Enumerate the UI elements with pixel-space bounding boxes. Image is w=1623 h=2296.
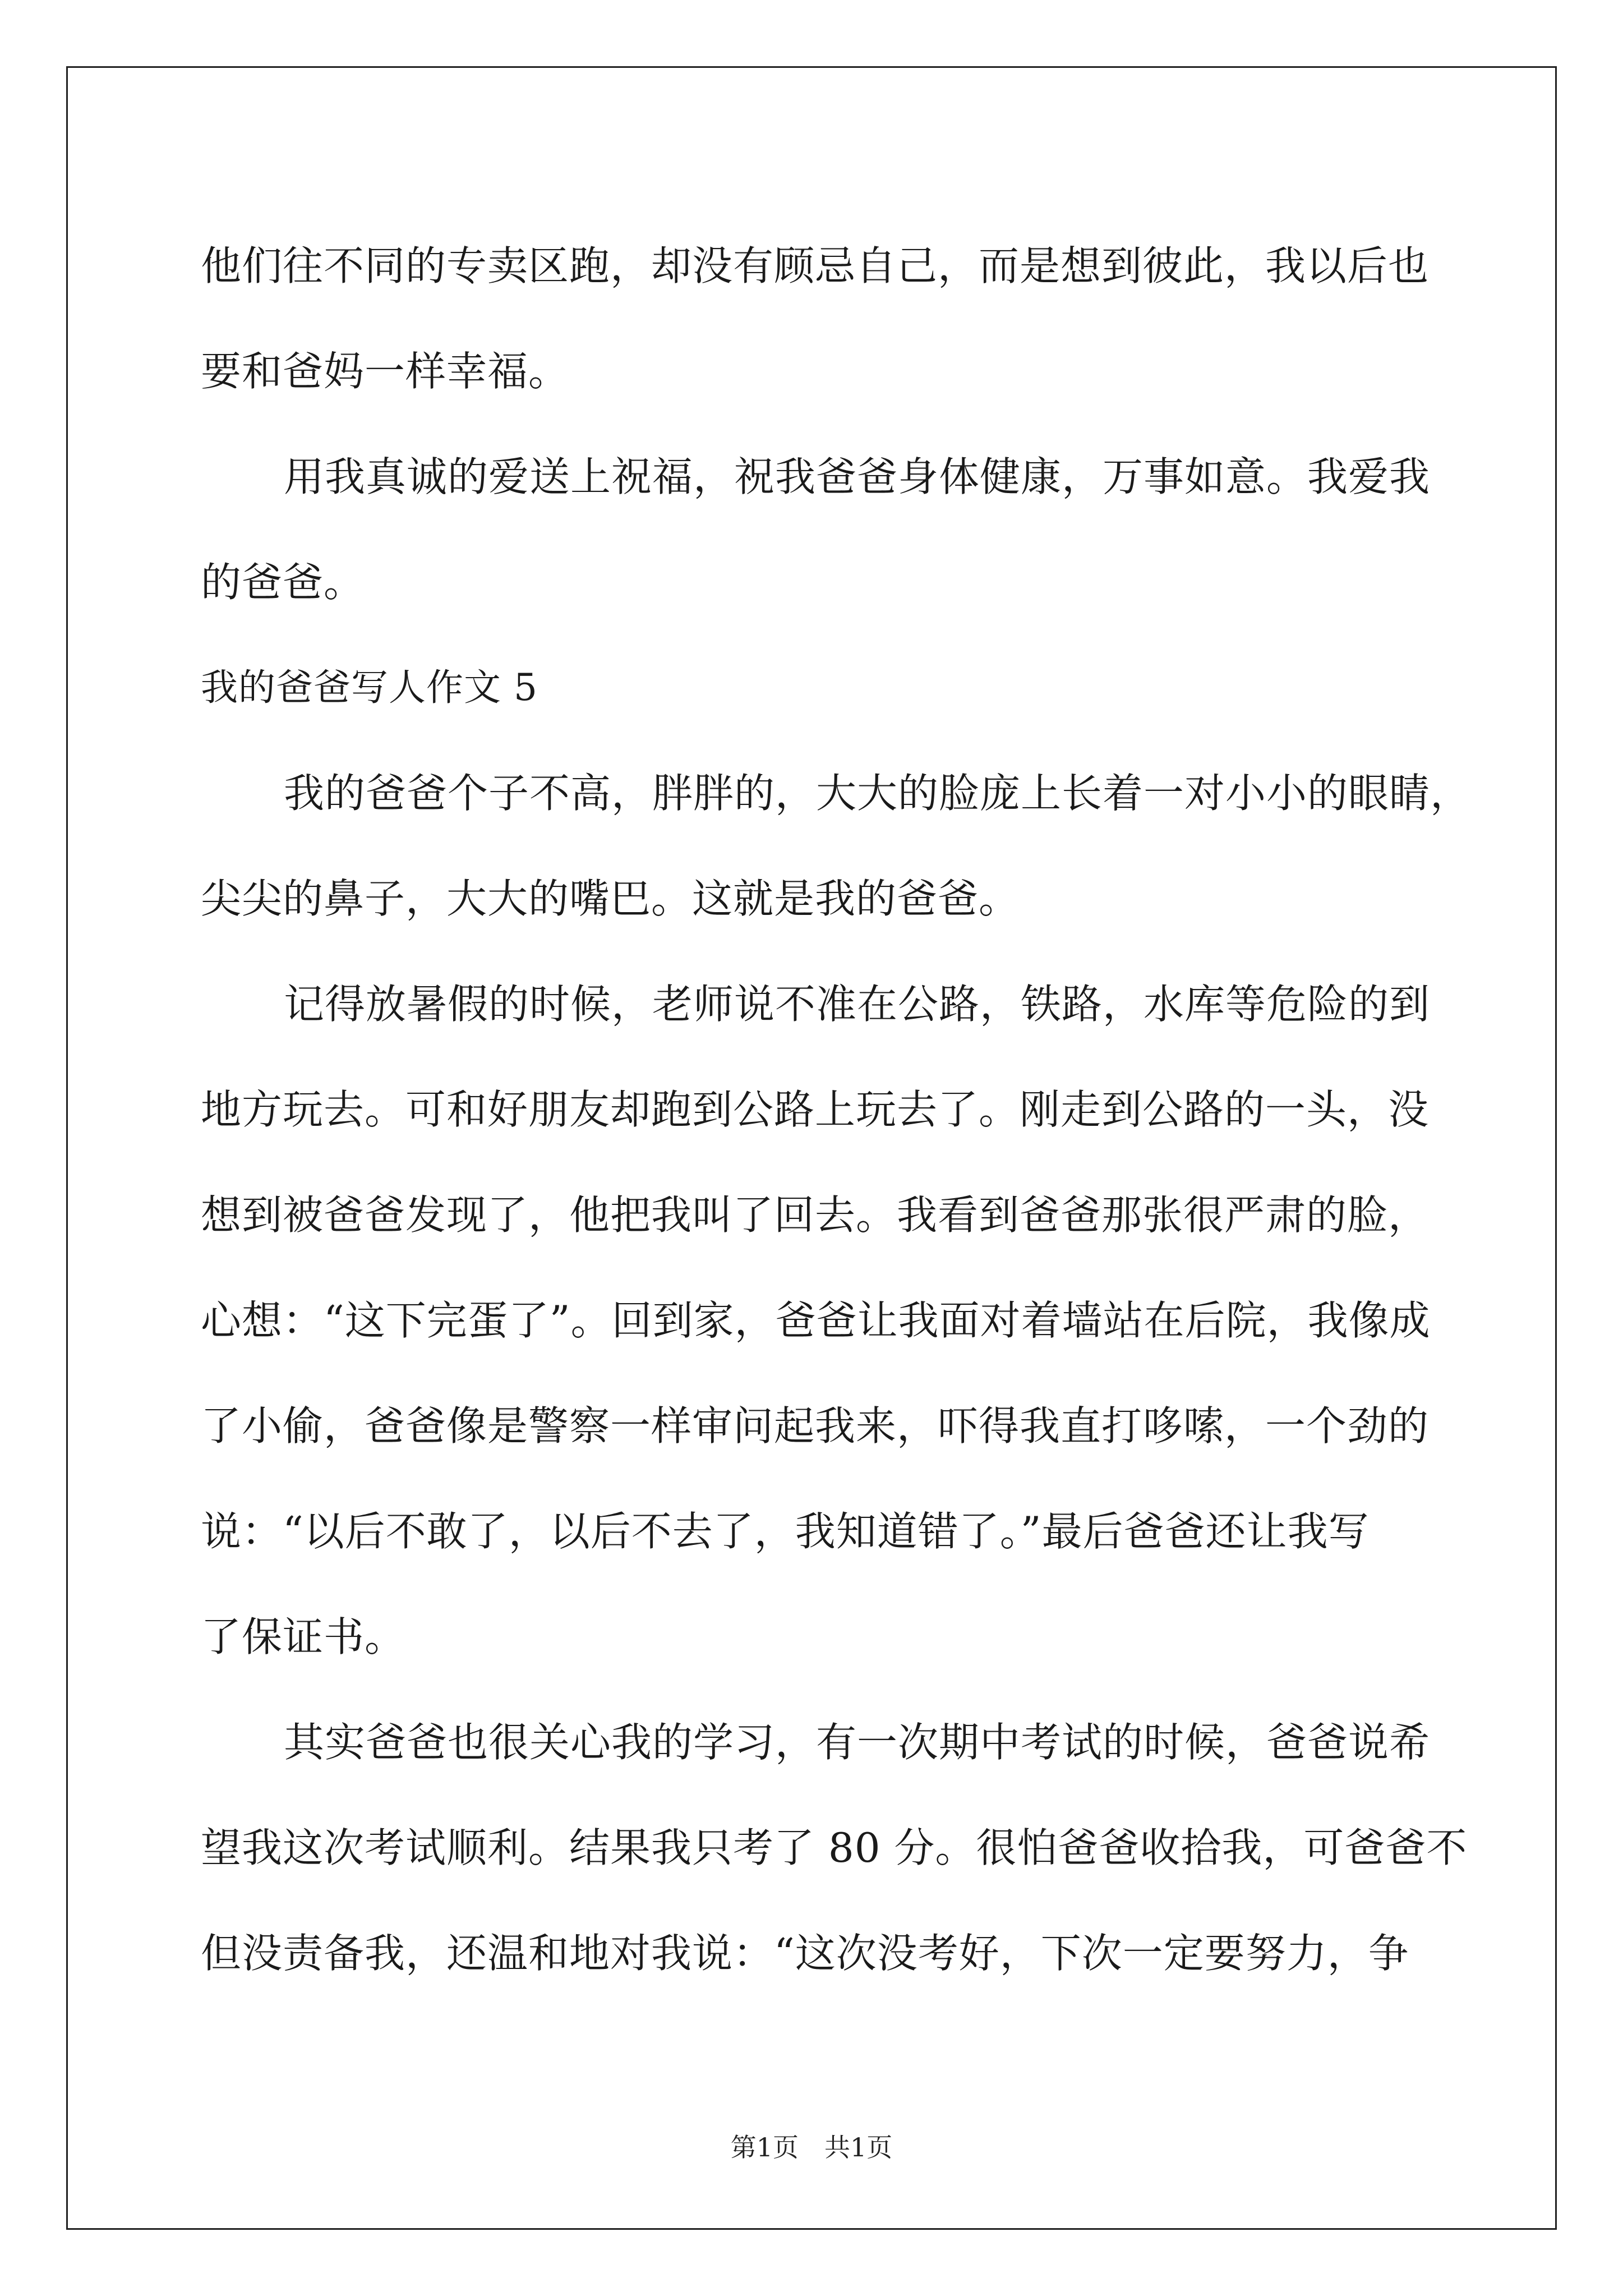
text-line: 的爸爸。	[201, 559, 365, 606]
document-body	[201, 213, 1472, 2006]
text-line: 我的爸爸个子不高，胖胖的，大大的脸庞上长着一对小小的眼睛，	[284, 770, 1472, 817]
text-line: 地方玩去。可和好朋友却跑到公路上玩去了。刚走到公路的一头，没	[201, 1086, 1430, 1133]
text-line: 但没责备我，还温和地对我说：“这次没考好，下次一定要努力，争	[201, 1930, 1409, 1977]
text-line: 心想：“这下完蛋了”。回到家，爸爸让我面对着墙站在后院，我像成	[201, 1297, 1431, 1344]
text-line: 用我真诚的爱送上祝福，祝我爸爸身体健康，万事如意。我爱我	[284, 453, 1431, 500]
text-line: 想到被爸爸发现了，他把我叫了回去。我看到爸爸那张很严肃的脸，	[201, 1191, 1430, 1239]
section-heading: 我的爸爸写人作文 5	[201, 666, 538, 709]
text-line: 他们往不同的专卖区跑，却没有顾忌自己，而是想到彼此，我以后也	[201, 242, 1430, 289]
text-line: 了保证书。	[201, 1613, 406, 1660]
text-line: 要和爸妈一样幸福。	[201, 348, 570, 395]
page-number-footer: 第1页 共1页	[730, 2132, 893, 2162]
text-line: 了小偷，爸爸像是警察一样审问起我来，吓得我直打哆嗦，一个劲的	[201, 1402, 1430, 1450]
text-line: 说：“以后不敢了，以后不去了，我知道错了。”最后爸爸还让我写	[201, 1508, 1370, 1555]
text-line: 记得放暑假的时候，老师说不准在公路，铁路，水库等危险的到	[284, 981, 1431, 1028]
text-line: 望我这次考试顺利。结果我只考了 80 分。很怕爸爸收拾我，可爸爸不	[201, 1824, 1468, 1871]
text-line: 其实爸爸也很关心我的学习，有一次期中考试的时候，爸爸说希	[284, 1719, 1431, 1766]
text-line: 尖尖的鼻子，大大的嘴巴。这就是我的爸爸。	[201, 875, 1020, 922]
